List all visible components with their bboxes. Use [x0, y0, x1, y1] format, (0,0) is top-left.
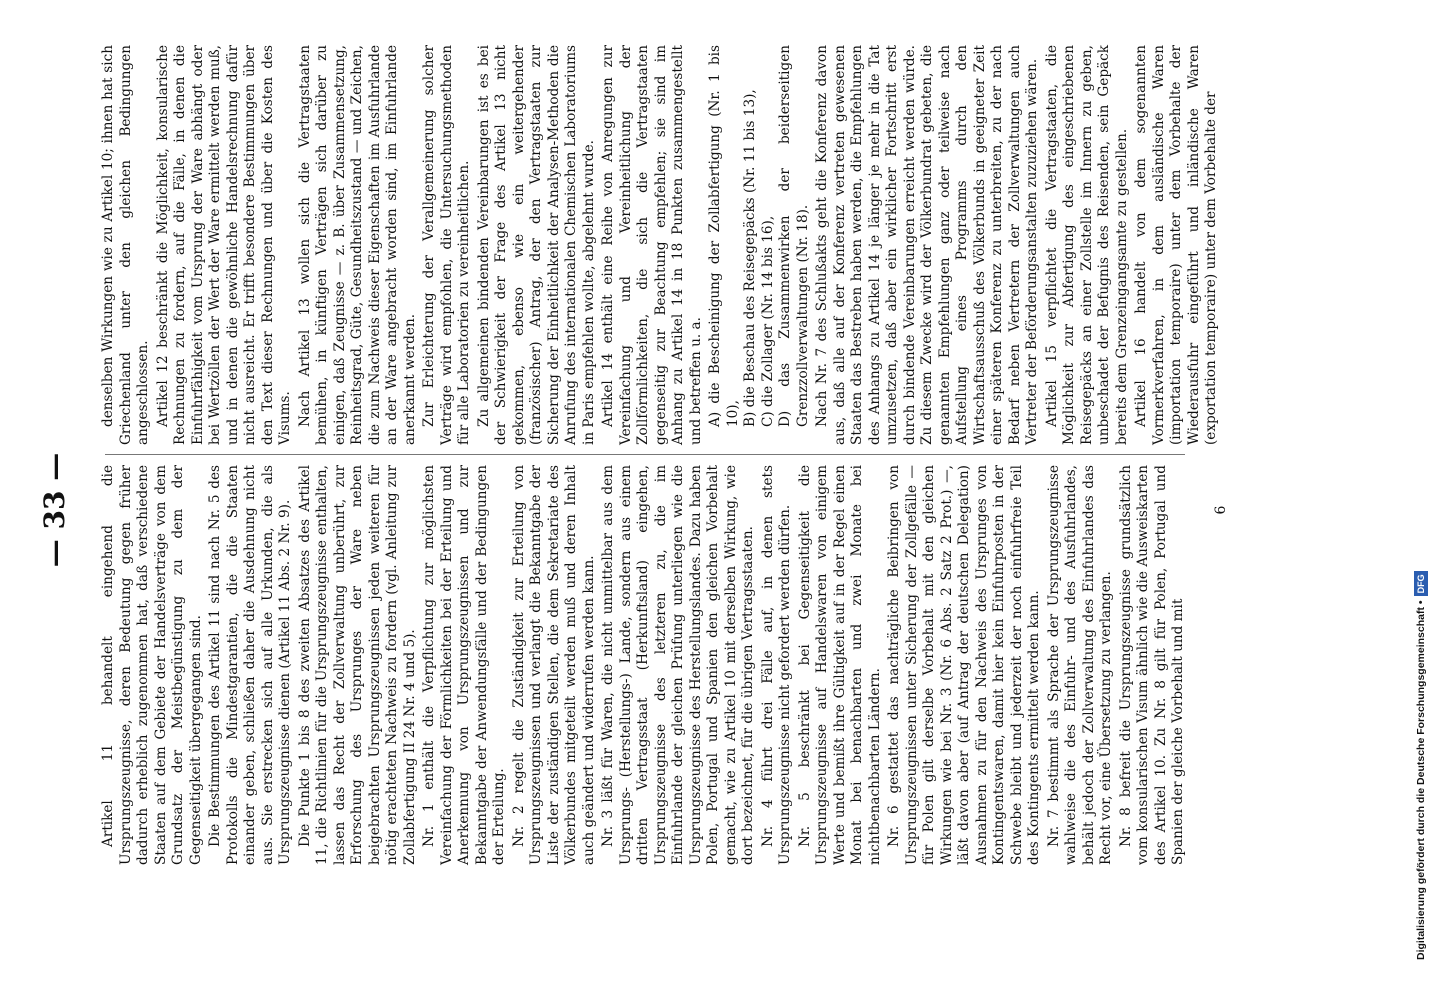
paragraph: denselben Wirkungen wie zu Artikel 10; ihnen hat sich Griechenland unter den gleichen Bedingungen angeschlossen.: [100, 45, 151, 445]
document-page: [30, 45, 1230, 960]
paragraph: Nr. 5 beschränkt bei Gegenseitigkeit die Ursprungszeugnisse auf Handelswaren von einigem Werte und bemißt ihre Gültigkeit auf in der Regel einen Monat bei benachbarten und zwei Monate bei nichtbenachbarten Ländern.: [796, 465, 883, 865]
list-item: A) die Bescheinigung der Zollabfertigung (Nr. 1 bis 10),: [707, 45, 741, 427]
paragraph: Die Bestimmungen des Artikel 11 sind nach Nr. 5 des Protokolls die Mindestgarantien, die die Staaten einander geben, schließen daher die Ausdehnung nicht aus. Sie erstrecken sich auf alle Urkunden, die als Ursprungszeugnisse dienen (Artikel 11 Abs. 2 Nr. 9).: [207, 465, 293, 865]
dfg-logo: DFG: [1414, 571, 1428, 596]
paragraph: Artikel 14 enthält eine Reihe von Anregungen zur Vereinfachung und Vereinheitlichung der Zollförmlichkeiten, die sich die Vertragstaaten gegenseitig zur Beachtung empfehlen; sie sind im Anhang zu Artikel 14 in 18 Punkten zusammengestellt und betreffen u. a.: [600, 45, 704, 445]
paragraph: Nr. 7 bestimmt als Sprache der Ursprungszeugnisse wahlweise die des Einfuhr- und des Ausfuhrlandes, behält jedoch der Zollverwaltung des Einfuhrlandes das Recht vor, eine Übersetzung zu verlangen.: [1045, 465, 1114, 865]
list-item: B) die Beschau des Reisegepäcks (Nr. 11 bis 13),: [742, 89, 758, 427]
left-column: [100, 465, 1190, 865]
paragraph: Artikel 11 behandelt eingehend die Ursprungszeugnisse, deren Bedeutung gegen früher dadurch erheblich zugenommen hat, daß verschiedene Staaten auf dem Gebiete der Handelsverträge von dem Grundsatz der Meistbegünstigung zu dem der Gegenseitigkeit übergegangen sind.: [100, 465, 204, 865]
list-item: D) das Zusammenwirken der beiderseitigen Grenzzollverwaltungen (Nr. 18).: [777, 45, 811, 427]
paragraph: Artikel 16 handelt von dem sogenannten Vormerkverfahren, in dem ausländische Waren (importation temporaire) unter dem Vorbehalte der Wiederausfuhr eingeführt und inländische Waren (exportation temporaire) unter dem Vorbehalte der: [1133, 45, 1219, 445]
paragraph: Artikel 12 beschränkt die Möglichkeit, konsularische Rechnungen zu fordern, auf die Fälle, in denen die Einfuhrfähigkeit vom Ursprung der Ware abhängt oder bei Wertzöllen der Wert der Ware ermittelt werden muß, und in denen die gewöhnliche Handelsrechnung dafür nicht ausreicht. Er trifft besondere Bestimmungen über den Text dieser Rechnungen und über die Kosten des Visums.: [154, 45, 293, 445]
paragraph: Nr. 3 läßt für Waren, die nicht unmittelbar aus dem Ursprungs- (Herstellungs-) Lande, sondern aus einem dritten Vertragsstaat (Herkunftsland) eingehen, Ursprungszeugnisse des letzteren zu, die im Einfuhrlande der gleichen Prüfung unterliegen wie die Ursprungszeugnisse des Herstellungslandes. Dazu haben Polen, Portugal und Spanien den gleichen Vorbehalt gemacht, wie zu Artikel 10 mit derselben Wirkung, wie dort bezeichnet, für die übrigen Vertragsstaaten.: [600, 465, 756, 865]
paragraph: Nr. 6 gestattet das nachträgliche Beibringen von Ursprungszeugnissen unter Sicherung der Zollgefälle — für Polen gilt derselbe Vorbehalt mit den gleichen Wirkungen wie bei Nr. 3 (Nr. 6 Abs. 2 Satz 2 Prot.) —, läßt davon aber (auf Antrag der deutschen Delegation) Ausnahmen zu für den Nachweis des Ursprunges von Kontingentswaren, damit hier kein Einfuhrposten in der Schwebe bleibt und jederzeit der noch einfuhrfreie Teil des Kontingents ermittelt werden kann.: [886, 465, 1042, 865]
paragraph: Nr. 2 regelt die Zuständigkeit zur Erteilung von Ursprungszeugnissen und verlangt die Bekanntgabe der Liste der zuständigen Stellen, die dem Sekretariate des Völkerbundes mitgeteilt werden muß und deren Inhalt auch geändert und widerrufen werden kann.: [510, 465, 597, 865]
paragraph: Nr. 4 führt drei Fälle auf, in denen stets Ursprungszeugnisse nicht gefordert werden dürfen.: [759, 465, 793, 865]
paragraph: Nach Artikel 13 wollen sich die Vertragstaaten bemühen, in künftigen Verträgen sich darüber zu einigen, daß Zeugnisse — z. B. über Zusammensetzung, Reinheitsgrad, Güte, Gesundheitszustand — und Zeichen, die zum Nachweis dieser Eigenschaften im Ausfuhrlande an der Ware angebracht worden sind, im Einfuhrlande anerkannt werden.: [296, 45, 418, 445]
right-column: [100, 45, 1223, 445]
paragraph: Nr. 8 befreit die Ursprungszeugnisse grundsätzlich vom konsularischen Visum ähnlich wie die Ausweiskarten des Artikel 10. Zu Nr. 8 gilt für Polen, Portugal und Spanien der gleiche Vorbehalt und mit: [1117, 465, 1186, 865]
dfg-credit: [1406, 0, 1428, 1000]
list-item: C) die Zollager (Nr. 14 bis 16),: [759, 215, 776, 427]
paragraph: Die Punkte 1 bis 8 des zweiten Absatzes des Artikel 11, die Richtlinien für die Ursprungszeugnisse enthalten, lassen das Recht der Zollverwaltung unberührt, zur Erforschung des Ursprunges der Ware neben beigebrachten Ursprungszeugnissen jeden weiteren für nötig erachteten Nachweis zu fordern (vgl. Anleitung zur Zollabfertigung II 24 Nr. 4 und 5).: [296, 465, 418, 865]
article-14-list: [707, 45, 812, 427]
paragraph: Nach Nr. 7 des Schlußakts geht die Konferenz davon aus, daß alle auf der Konferenz vertreten gewesenen Staaten das Bestreben haben werden, die Empfehlungen des Anhangs zu Artikel 14 je länger je mehr in die Tat umzusetzen, daß aber ein wirklicher Fortschritt erst durch bindende Vereinbarungen erreicht werden würde. Zu diesem Zwecke wird der Völkerbundrat gebeten, die genannten Empfehlungen ganz oder teilweise nach Aufstellung eines Programms durch den Wirtschaftsausschuß des Völkerbunds in geeigneter Zeit einer späteren Konferenz zu unterbreiten, zu der nach Bedarf neben Vertretern der Zollverwaltungen auch Vertreter der Beförderungsanstalten zuzuziehen wären.: [814, 45, 1040, 445]
paragraph: Zu allgemeinen bindenden Vereinbarungen ist es bei der Schwierigkeit der Frage des Artikel 13 nicht gekommen, ebenso wie ein weitergehender (französischer) Antrag, der den Vertragstaaten zur Sicherung der Einheitlichkeit der Analysen-Methoden die Anrufung des internationalen Chemischen Laboratoriums in Paris empfehlen wollte, abgelehnt wurde.: [475, 45, 597, 445]
credit-text: Digitalisierung gefördert durch die Deutsche Forschungsgemeinschaft •: [1415, 600, 1427, 960]
page-number: — 33 —: [38, 452, 71, 568]
column-divider: [105, 454, 1185, 455]
paragraph: Artikel 15 verpflichtet die Vertragstaaten, die Möglichkeit zur Abfertigung des eingeschriebenen Reisegepäcks an einer Zollstelle im Innern zu geben, unbeschadet der Befugnis des Reisenden, sein Gepäck bereits dem Grenzeingangsamte zu gestellen.: [1043, 45, 1130, 445]
footer-label: 6: [1213, 505, 1229, 515]
paragraph: Nr. 1 enthält die Verpflichtung zur möglichsten Vereinfachung der Förmlichkeiten bei der Erteilung und Anerkennung von Ursprungszeugnissen und zur Bekanntgabe der Anwendungsfälle und der Bedingungen der Erteilung.: [421, 465, 507, 865]
paragraph: Zur Erleichterung der Verallgemeinerung solcher Verträge wird empfohlen, die Untersuchungsmethoden für alle Laboratorien zu vereinheitlichen.: [421, 45, 472, 445]
